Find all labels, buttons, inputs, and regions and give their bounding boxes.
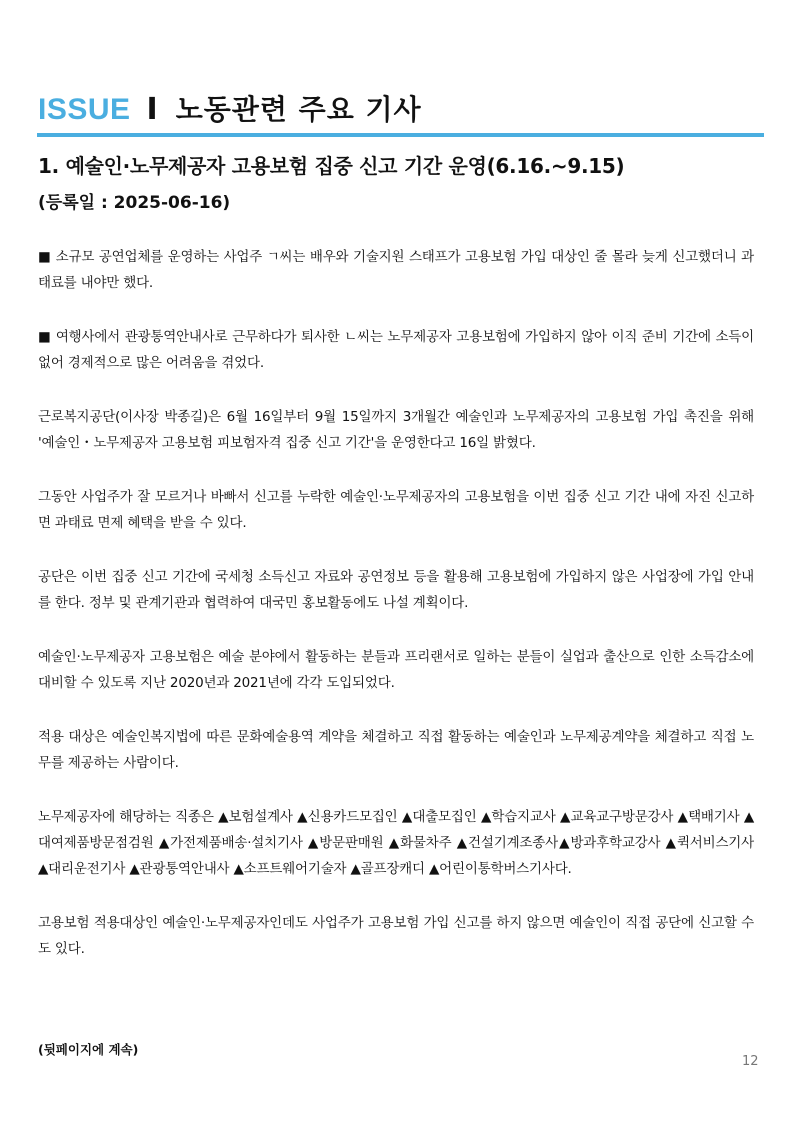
header-rule	[37, 133, 764, 137]
paragraph: ■ 여행사에서 관광통역안내사로 근무하다가 퇴사한 ㄴ씨는 노무제공자 고용보험에 가입하지 않아 이직 준비 기간에 소득이 없어 경제적으로 많은 어려움을 겪었다.	[38, 329, 754, 371]
paragraph: 고용보험 적용대상인 예술인·노무제공자인데도 사업주가 고용보험 가입 신고를 하지 않으면 예술인이 직접 공단에 신고할 수도 있다.	[38, 915, 754, 957]
continued-note: (뒷페이지에 계속)	[38, 1042, 139, 1057]
paragraph: 그동안 사업주가 잘 모르거나 바빠서 신고를 누락한 예술인·노무제공자의 고용보험을 이번 집중 신고 기간 내에 자진 신고하면 과태료 면제 혜택을 받을 수 있다.	[38, 489, 754, 531]
paragraph: 공단은 이번 집중 신고 기간에 국세청 소득신고 자료와 공연정보 등을 활용해 고용보험에 가입하지 않은 사업장에 가입 안내를 한다. 정부 및 관계기관과 협력하여 대국민 홍보활동에도 나설 계획이다.	[38, 569, 754, 611]
registration-date: (등록일 : 2025-06-16)	[38, 193, 231, 213]
section-title: 노동관련 주요 기사	[175, 93, 422, 126]
paragraph: 예술인·노무제공자 고용보험은 예술 분야에서 활동하는 분들과 프리랜서로 일하는 분들이 실업과 출산으로 인한 소득감소에 대비할 수 있도록 지난 2020년과 2021년에 각각 도입되었다.	[38, 649, 754, 691]
section-header	[38, 88, 764, 128]
paragraph: 적용 대상은 예술인복지법에 따른 문화예술용역 계약을 체결하고 직접 활동하는 예술인과 노무제공계약을 체결하고 직접 노무를 제공하는 사람이다.	[38, 729, 754, 771]
paragraph: ■ 소규모 공연업체를 운영하는 사업주 ㄱ씨는 배우와 기술지원 스태프가 고용보험 가입 대상인 줄 몰라 늦게 신고했더니 과태료를 내야만 했다.	[38, 249, 754, 291]
paragraph: 노무제공자에 해당하는 직종은 ▲보험설계사 ▲신용카드모집인 ▲대출모집인 ▲학습지교사 ▲교육교구방문강사 ▲택배기사 ▲대여제품방문점검원 ▲가전제품배송·설치기사 ▲방문판매원 ▲화물차주 ▲건설기계조종사▲방과후학교강사 ▲퀵서비스기사 ▲대리운전기사 ▲관광통역안내사 ▲소프트웨어기술자 ▲골프장캐디 ▲어린이통학버스기사다.	[38, 809, 754, 877]
page-number: 12	[742, 1054, 759, 1069]
article-title: 1. 예술인·노무제공자 고용보험 집중 신고 기간 운영(6.16.~9.15)	[38, 154, 625, 178]
article-body	[38, 244, 754, 962]
issue-label: ISSUE	[38, 93, 131, 126]
paragraph: 근로복지공단(이사장 박종길)은 6월 16일부터 9월 15일까지 3개월간 예술인과 노무제공자의 고용보험 가입 촉진을 위해 '예술인・노무제공자 고용보험 피보험자격 집중 신고 기간'을 운영한다고 16일 밝혔다.	[38, 409, 754, 451]
header-separator: I	[146, 92, 158, 127]
